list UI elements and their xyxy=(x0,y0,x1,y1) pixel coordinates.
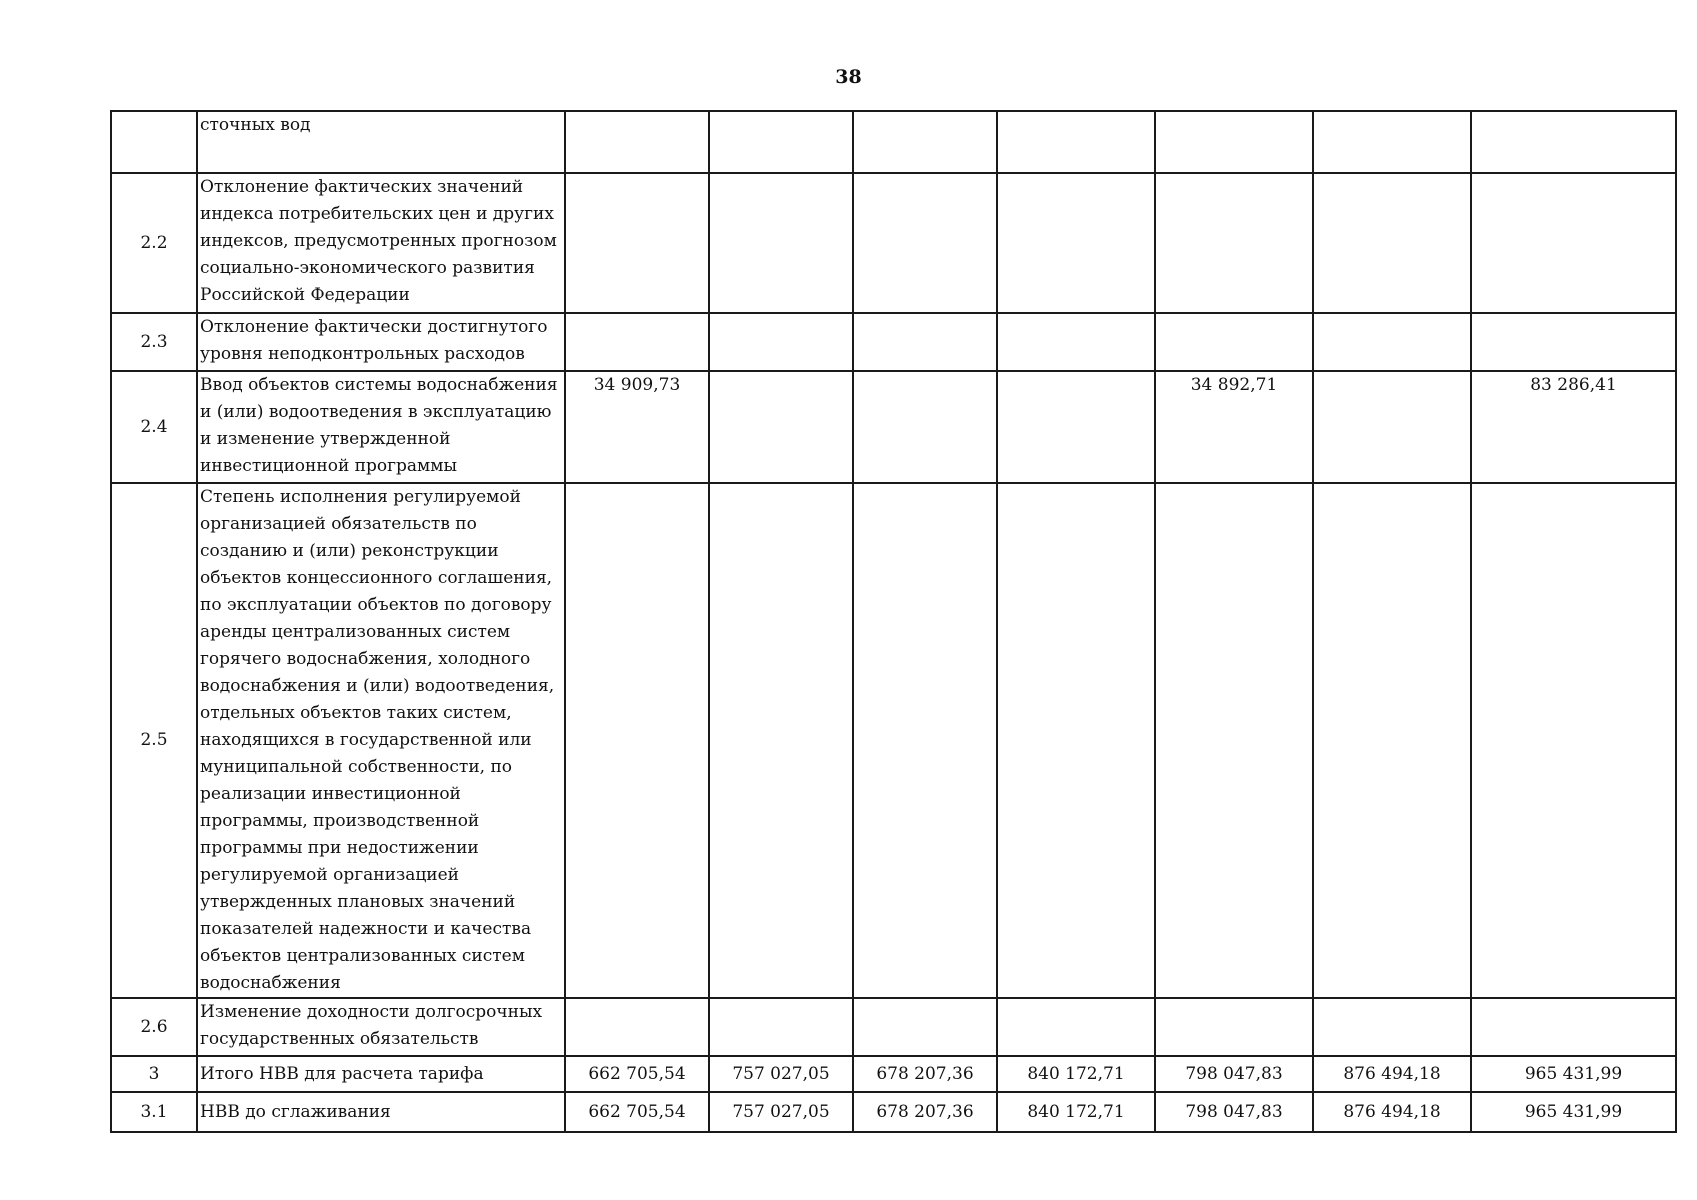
value-cell xyxy=(853,173,997,313)
value-cell xyxy=(709,371,853,483)
value-cell: 798 047,83 xyxy=(1155,1056,1313,1092)
value-cell xyxy=(709,111,853,173)
table-row xyxy=(111,111,1676,173)
row-number-cell: 2.3 xyxy=(111,313,197,371)
table-row xyxy=(111,998,1676,1056)
value-cell xyxy=(1313,313,1471,371)
value-cell xyxy=(1471,998,1676,1056)
value-cell xyxy=(1155,173,1313,313)
row-number-cell xyxy=(111,111,197,173)
value-cell: 662 705,54 xyxy=(565,1056,709,1092)
value-cell xyxy=(853,483,997,998)
row-number-cell: 3 xyxy=(111,1056,197,1092)
page-number: 38 xyxy=(835,66,862,88)
value-cell xyxy=(853,371,997,483)
table-body xyxy=(111,111,1676,1132)
value-cell xyxy=(997,483,1155,998)
value-cell xyxy=(997,998,1155,1056)
value-cell: 678 207,36 xyxy=(853,1056,997,1092)
value-cell xyxy=(1155,111,1313,173)
value-cell xyxy=(565,111,709,173)
value-cell xyxy=(709,998,853,1056)
value-cell xyxy=(1313,483,1471,998)
table-row xyxy=(111,483,1676,998)
row-name-cell: Итого НВВ для расчета тарифа xyxy=(197,1056,565,1092)
value-cell xyxy=(1155,313,1313,371)
value-cell xyxy=(1471,173,1676,313)
value-cell xyxy=(1471,483,1676,998)
row-name-cell: НВВ до сглаживания xyxy=(197,1092,565,1132)
value-cell xyxy=(565,173,709,313)
value-cell: 757 027,05 xyxy=(709,1056,853,1092)
table-row xyxy=(111,313,1676,371)
value-cell: 840 172,71 xyxy=(997,1056,1155,1092)
value-cell: 34 909,73 xyxy=(565,371,709,483)
value-cell xyxy=(565,313,709,371)
value-cell xyxy=(1313,111,1471,173)
value-cell xyxy=(997,371,1155,483)
row-name-cell: Отклонение фактических значений индекса потребительских цен и других индексов, предусмотренных прогнозом социально-экономического развития Российской Федерации xyxy=(197,173,565,313)
value-cell xyxy=(1313,998,1471,1056)
row-number-cell: 2.5 xyxy=(111,483,197,998)
value-cell xyxy=(565,998,709,1056)
table-row xyxy=(111,173,1676,313)
value-cell xyxy=(709,483,853,998)
value-cell: 965 431,99 xyxy=(1471,1092,1676,1132)
value-cell xyxy=(853,313,997,371)
value-cell: 876 494,18 xyxy=(1313,1056,1471,1092)
value-cell xyxy=(997,313,1155,371)
tariff-table xyxy=(110,110,1677,1133)
row-number-cell: 2.4 xyxy=(111,371,197,483)
value-cell xyxy=(709,313,853,371)
value-cell: 678 207,36 xyxy=(853,1092,997,1132)
value-cell xyxy=(1155,998,1313,1056)
value-cell xyxy=(1471,111,1676,173)
value-cell xyxy=(1313,371,1471,483)
table-row xyxy=(111,371,1676,483)
value-cell: 876 494,18 xyxy=(1313,1092,1471,1132)
value-cell xyxy=(853,998,997,1056)
row-name-cell: сточных вод xyxy=(197,111,565,173)
value-cell: 798 047,83 xyxy=(1155,1092,1313,1132)
row-number-cell: 2.2 xyxy=(111,173,197,313)
row-number-cell: 3.1 xyxy=(111,1092,197,1132)
value-cell: 840 172,71 xyxy=(997,1092,1155,1132)
value-cell xyxy=(709,173,853,313)
table-row xyxy=(111,1092,1676,1132)
value-cell xyxy=(853,111,997,173)
value-cell xyxy=(997,111,1155,173)
value-cell xyxy=(565,483,709,998)
row-name-cell: Степень исполнения регулируемой организацией обязательств по созданию и (или) реконструкции объектов концессионного соглашения, по эксплуатации объектов по договору аренды централизованных систем горячего водоснабжения, холодного водоснабжения и (или) водоотведения, отдельных объектов таких систем, находящихся в государственной или муниципальной собственности, по реализации инвестиционной программы, производственной программы при недостижении регулируемой организацией утвержденных плановых значений показателей надежности и качества объектов централизованных систем водоснабжения xyxy=(197,483,565,998)
value-cell xyxy=(997,173,1155,313)
row-name-cell: Изменение доходности долгосрочных государственных обязательств xyxy=(197,998,565,1056)
value-cell: 662 705,54 xyxy=(565,1092,709,1132)
value-cell xyxy=(1313,173,1471,313)
table-row xyxy=(111,1056,1676,1092)
value-cell xyxy=(1155,483,1313,998)
value-cell: 757 027,05 xyxy=(709,1092,853,1132)
row-name-cell: Отклонение фактически достигнутого уровня неподконтрольных расходов xyxy=(197,313,565,371)
value-cell: 34 892,71 xyxy=(1155,371,1313,483)
value-cell: 83 286,41 xyxy=(1471,371,1676,483)
row-name-cell: Ввод объектов системы водоснабжения и (или) водоотведения в эксплуатацию и изменение утвержденной инвестиционной программы xyxy=(197,371,565,483)
value-cell: 965 431,99 xyxy=(1471,1056,1676,1092)
row-number-cell: 2.6 xyxy=(111,998,197,1056)
value-cell xyxy=(1471,313,1676,371)
